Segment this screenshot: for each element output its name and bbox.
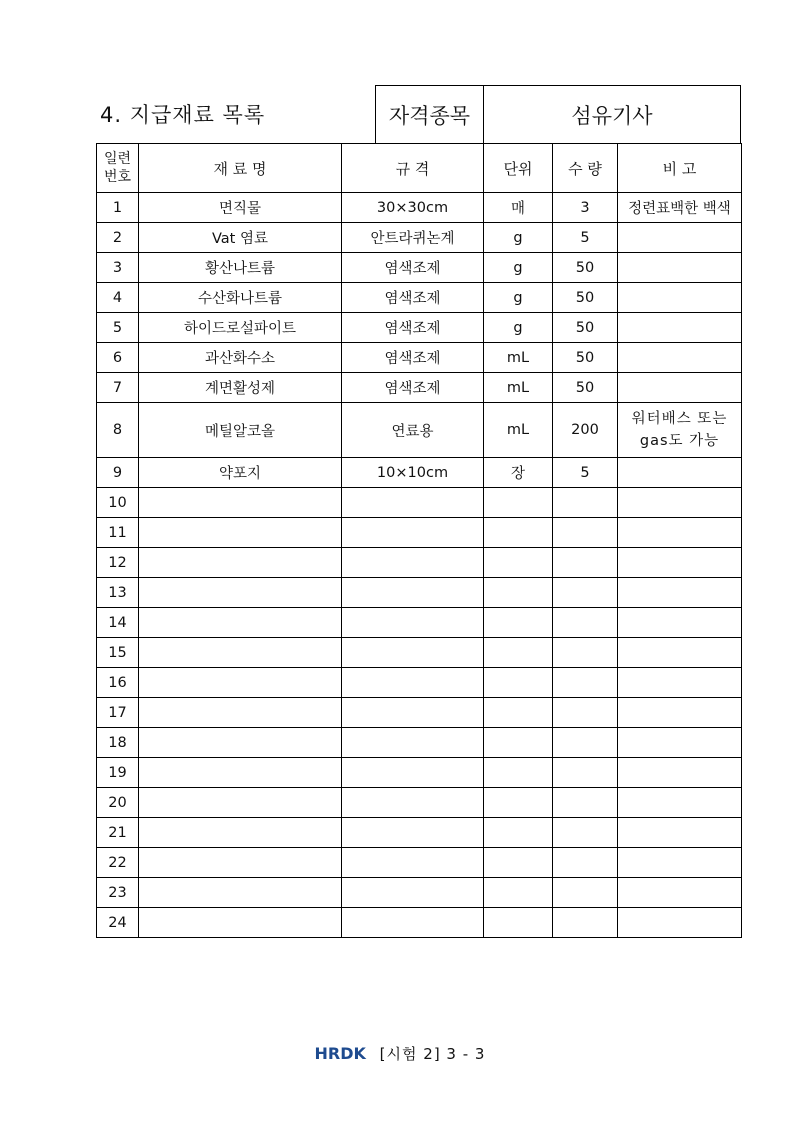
cell-unit xyxy=(484,488,553,518)
cell-name: 계면활성제 xyxy=(139,373,342,403)
table-row xyxy=(97,848,742,878)
cell-spec xyxy=(342,848,484,878)
cell-unit xyxy=(484,698,553,728)
cell-note xyxy=(618,728,742,758)
cell-spec xyxy=(342,758,484,788)
cell-unit: g xyxy=(484,223,553,253)
cell-name xyxy=(139,548,342,578)
cell-spec: 염색조제 xyxy=(342,283,484,313)
cell-no: 11 xyxy=(97,518,139,548)
cell-qty: 50 xyxy=(553,373,618,403)
cell-no: 2 xyxy=(97,223,139,253)
table-row xyxy=(97,193,742,223)
cell-spec: 30×30cm xyxy=(342,193,484,223)
cell-name: 메틸알코올 xyxy=(139,403,342,458)
cell-no: 8 xyxy=(97,403,139,458)
cell-note: 정련표백한 백색 xyxy=(618,193,742,223)
cell-spec xyxy=(342,578,484,608)
cell-no: 18 xyxy=(97,728,139,758)
table-row xyxy=(97,223,742,253)
cell-no: 5 xyxy=(97,313,139,343)
cell-qty: 50 xyxy=(553,253,618,283)
table-row xyxy=(97,668,742,698)
material-list-sheet xyxy=(96,85,741,938)
cell-qty xyxy=(553,608,618,638)
cell-no: 13 xyxy=(97,578,139,608)
cell-qty xyxy=(553,578,618,608)
cell-unit xyxy=(484,548,553,578)
cell-qty: 5 xyxy=(553,223,618,253)
cell-no: 19 xyxy=(97,758,139,788)
cell-no: 15 xyxy=(97,638,139,668)
table-row xyxy=(97,608,742,638)
cell-qty xyxy=(553,878,618,908)
cell-qty xyxy=(553,518,618,548)
table-row xyxy=(97,818,742,848)
table-row xyxy=(97,578,742,608)
cell-spec xyxy=(342,668,484,698)
cell-no: 6 xyxy=(97,343,139,373)
cell-qty xyxy=(553,638,618,668)
cell-spec xyxy=(342,878,484,908)
cell-note xyxy=(618,283,742,313)
cell-name: 면직물 xyxy=(139,193,342,223)
col-header-name: 재 료 명 xyxy=(139,144,342,193)
cell-note xyxy=(618,373,742,403)
cell-note xyxy=(618,548,742,578)
cell-no: 10 xyxy=(97,488,139,518)
cell-no: 24 xyxy=(97,908,139,938)
col-header-no: 일련 번호 xyxy=(97,144,139,193)
cell-note xyxy=(618,668,742,698)
page-footer xyxy=(0,1043,800,1064)
cell-spec: 10×10cm xyxy=(342,458,484,488)
qualification-box xyxy=(375,85,741,143)
cell-name: 하이드로설파이트 xyxy=(139,313,342,343)
page-number: [시험 2] 3 - 3 xyxy=(379,1045,486,1063)
table-row xyxy=(97,403,742,458)
cell-no: 12 xyxy=(97,548,139,578)
cell-spec xyxy=(342,818,484,848)
cell-spec: 염색조제 xyxy=(342,343,484,373)
sheet-header xyxy=(96,85,741,143)
cell-name xyxy=(139,698,342,728)
cell-note xyxy=(618,788,742,818)
cell-note xyxy=(618,578,742,608)
cell-note xyxy=(618,458,742,488)
hrdk-logo: HRDK xyxy=(314,1044,366,1063)
cell-unit xyxy=(484,608,553,638)
cell-no: 3 xyxy=(97,253,139,283)
cell-note xyxy=(618,758,742,788)
cell-unit: 매 xyxy=(484,193,553,223)
cell-no: 23 xyxy=(97,878,139,908)
cell-qty: 50 xyxy=(553,343,618,373)
cell-spec xyxy=(342,698,484,728)
cell-note: 워터배스 또는 gas도 가능 xyxy=(618,403,742,458)
cell-note xyxy=(618,638,742,668)
cell-name xyxy=(139,608,342,638)
cell-unit xyxy=(484,638,553,668)
cell-no: 4 xyxy=(97,283,139,313)
table-row xyxy=(97,638,742,668)
cell-spec xyxy=(342,728,484,758)
cell-name: Vat 염료 xyxy=(139,223,342,253)
cell-note xyxy=(618,488,742,518)
col-header-spec: 규 격 xyxy=(342,144,484,193)
col-header-unit: 단위 xyxy=(484,144,553,193)
cell-unit: mL xyxy=(484,343,553,373)
cell-unit: g xyxy=(484,313,553,343)
cell-spec xyxy=(342,908,484,938)
cell-spec: 염색조제 xyxy=(342,253,484,283)
col-header-qty: 수 량 xyxy=(553,144,618,193)
cell-qty xyxy=(553,668,618,698)
table-row xyxy=(97,253,742,283)
cell-spec xyxy=(342,788,484,818)
table-row xyxy=(97,788,742,818)
cell-name xyxy=(139,848,342,878)
cell-spec xyxy=(342,608,484,638)
cell-unit xyxy=(484,848,553,878)
cell-note xyxy=(618,343,742,373)
cell-spec xyxy=(342,548,484,578)
table-row xyxy=(97,758,742,788)
cell-name xyxy=(139,788,342,818)
cell-spec: 안트라퀴논계 xyxy=(342,223,484,253)
cell-unit xyxy=(484,908,553,938)
cell-unit xyxy=(484,578,553,608)
cell-unit: mL xyxy=(484,403,553,458)
col-header-note: 비 고 xyxy=(618,144,742,193)
cell-qty xyxy=(553,488,618,518)
cell-unit xyxy=(484,788,553,818)
cell-note xyxy=(618,313,742,343)
qualification-value: 섬유기사 xyxy=(571,103,653,128)
table-row xyxy=(97,373,742,403)
table-row xyxy=(97,313,742,343)
table-header-row xyxy=(97,144,742,193)
cell-qty xyxy=(553,698,618,728)
table-row xyxy=(97,698,742,728)
table-row xyxy=(97,283,742,313)
cell-qty: 200 xyxy=(553,403,618,458)
cell-name xyxy=(139,728,342,758)
cell-no: 22 xyxy=(97,848,139,878)
cell-unit: g xyxy=(484,283,553,313)
cell-spec xyxy=(342,488,484,518)
cell-unit xyxy=(484,518,553,548)
cell-unit: g xyxy=(484,253,553,283)
cell-qty: 3 xyxy=(553,193,618,223)
cell-no: 7 xyxy=(97,373,139,403)
cell-spec xyxy=(342,518,484,548)
cell-qty xyxy=(553,848,618,878)
cell-no: 14 xyxy=(97,608,139,638)
cell-note xyxy=(618,818,742,848)
cell-unit xyxy=(484,668,553,698)
cell-name: 수산화나트륨 xyxy=(139,283,342,313)
cell-spec: 염색조제 xyxy=(342,373,484,403)
table-row xyxy=(97,343,742,373)
cell-note xyxy=(618,253,742,283)
cell-name xyxy=(139,518,342,548)
page-title: 4. 지급재료 목록 xyxy=(100,103,266,127)
table-row xyxy=(97,728,742,758)
cell-unit: 장 xyxy=(484,458,553,488)
cell-qty xyxy=(553,548,618,578)
cell-qty xyxy=(553,758,618,788)
cell-name: 황산나트륨 xyxy=(139,253,342,283)
cell-no: 20 xyxy=(97,788,139,818)
cell-spec: 염색조제 xyxy=(342,313,484,343)
cell-unit xyxy=(484,728,553,758)
cell-qty xyxy=(553,788,618,818)
qualification-label: 자격종목 xyxy=(376,86,484,143)
table-row xyxy=(97,518,742,548)
cell-qty: 5 xyxy=(553,458,618,488)
cell-name: 약포지 xyxy=(139,458,342,488)
cell-qty xyxy=(553,728,618,758)
cell-name xyxy=(139,488,342,518)
table-row xyxy=(97,548,742,578)
cell-unit xyxy=(484,758,553,788)
cell-name xyxy=(139,878,342,908)
table-row xyxy=(97,488,742,518)
cell-qty xyxy=(553,818,618,848)
material-table xyxy=(96,143,742,938)
table-body xyxy=(97,193,742,938)
cell-qty xyxy=(553,908,618,938)
cell-name xyxy=(139,668,342,698)
cell-note xyxy=(618,848,742,878)
table-row xyxy=(97,458,742,488)
cell-name xyxy=(139,908,342,938)
cell-no: 17 xyxy=(97,698,139,728)
cell-name xyxy=(139,578,342,608)
cell-note xyxy=(618,698,742,728)
cell-note xyxy=(618,908,742,938)
cell-no: 21 xyxy=(97,818,139,848)
cell-note xyxy=(618,223,742,253)
cell-name: 과산화수소 xyxy=(139,343,342,373)
cell-note xyxy=(618,518,742,548)
cell-spec xyxy=(342,638,484,668)
cell-no: 9 xyxy=(97,458,139,488)
cell-unit xyxy=(484,878,553,908)
cell-no: 1 xyxy=(97,193,139,223)
table-row xyxy=(97,878,742,908)
cell-no: 16 xyxy=(97,668,139,698)
table-row xyxy=(97,908,742,938)
cell-unit xyxy=(484,818,553,848)
cell-note xyxy=(618,878,742,908)
cell-qty: 50 xyxy=(553,283,618,313)
cell-name xyxy=(139,818,342,848)
cell-note xyxy=(618,608,742,638)
cell-spec: 연료용 xyxy=(342,403,484,458)
cell-qty: 50 xyxy=(553,313,618,343)
cell-unit: mL xyxy=(484,373,553,403)
cell-name xyxy=(139,638,342,668)
cell-name xyxy=(139,758,342,788)
